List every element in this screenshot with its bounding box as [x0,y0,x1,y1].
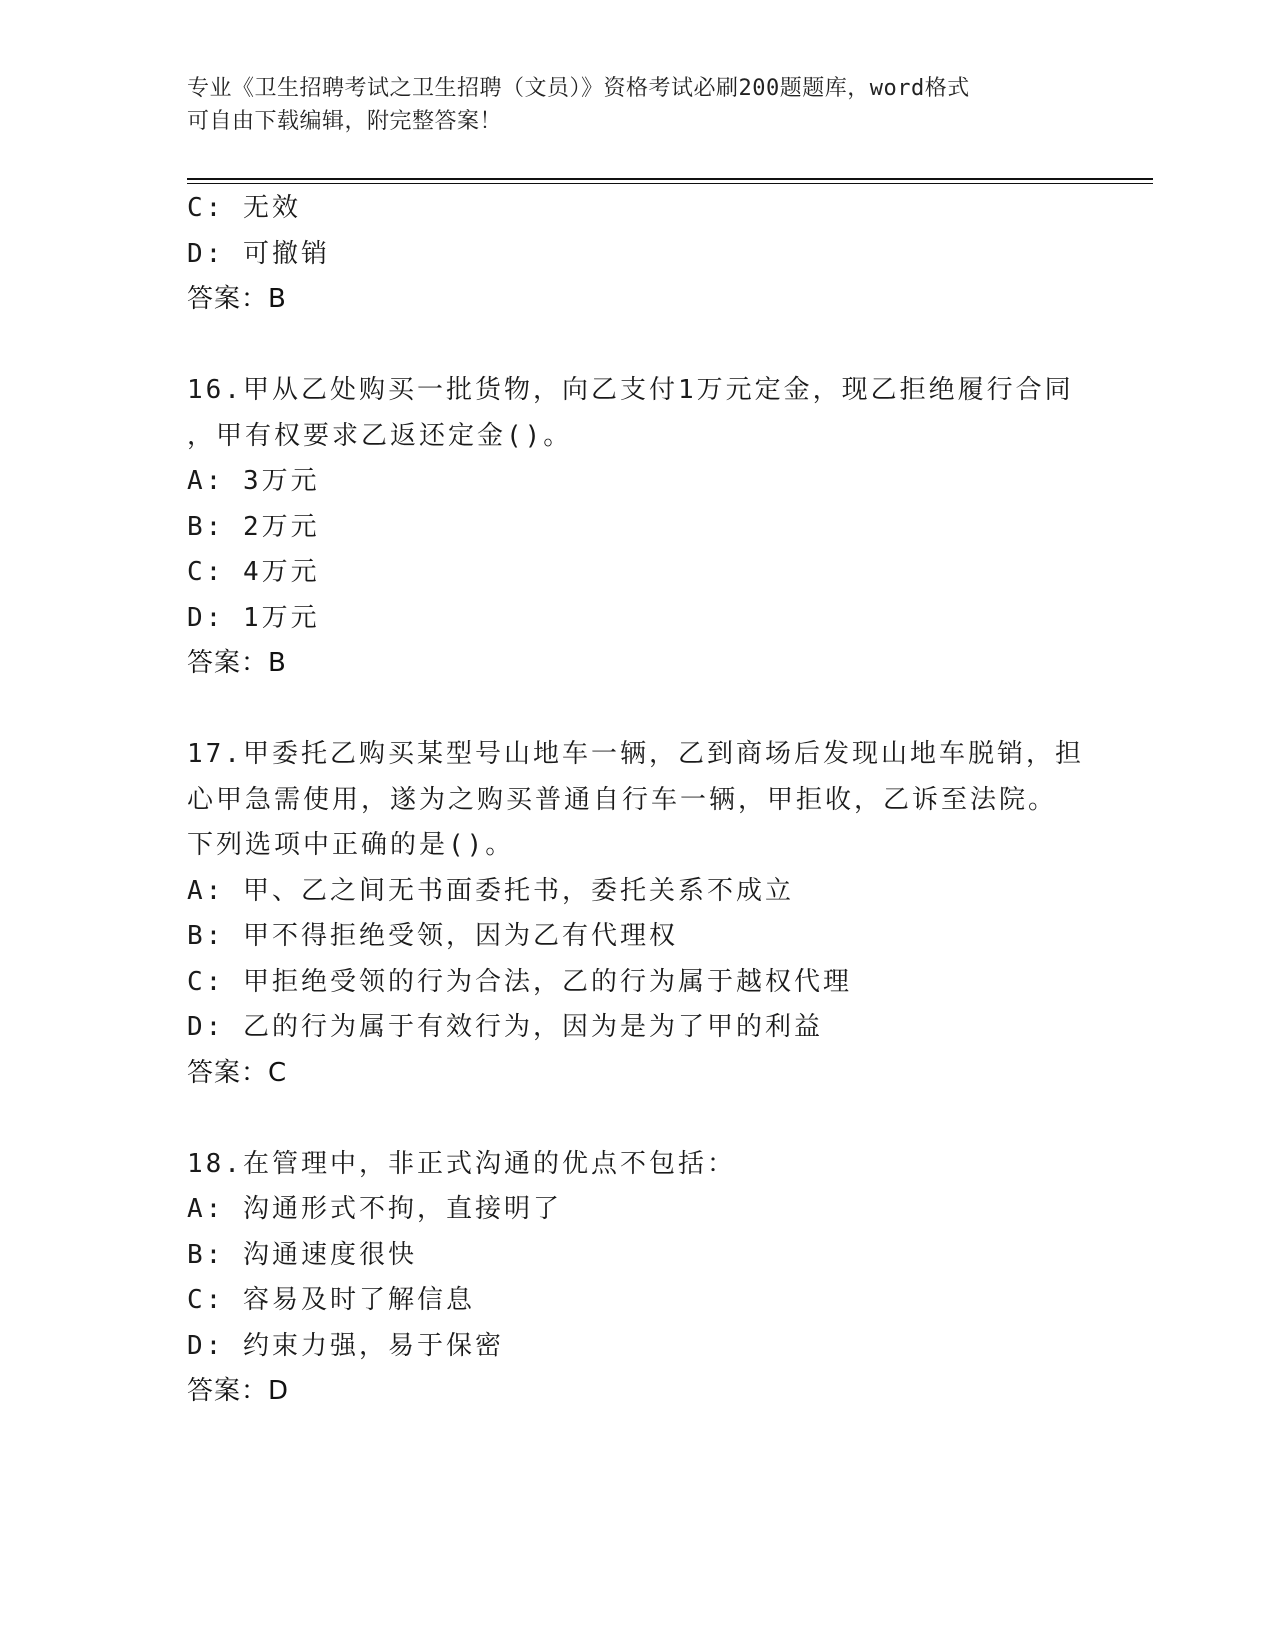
option-b: B: 沟通速度很快 [187,1239,417,1270]
spacer [187,687,1107,733]
option-a: A: 甲、乙之间无书面委托书，委托关系不成立 [187,875,794,906]
question-15-remainder [187,186,1107,323]
question-text: ，甲有权要求乙返还定金()。 [187,420,573,451]
header-line-2: 可自由下载编辑，附完整答案！ [187,109,503,134]
question-16 [187,368,1107,687]
question-18 [187,1142,1107,1415]
option-a: A: 3万元 [187,466,320,496]
spacer [187,323,1107,369]
option-d: D: 1万元 [187,602,320,633]
question-text: 17.甲委托乙购买某型号山地车一辆，乙到商场后发现山地车脱销，担 [187,739,1084,769]
option-c: C: 4万元 [187,557,320,587]
option-b: B: 甲不得拒绝受领，因为乙有代理权 [187,921,678,951]
option-a: A: 沟通形式不拘，直接明了 [187,1194,562,1224]
answer-line: 答案：D [187,1376,290,1406]
answer-line: 答案：B [187,648,287,678]
question-text: 16.甲从乙处购买一批货物，向乙支付1万元定金，现乙拒绝履行合同 [187,375,1074,405]
question-text: 18.在管理中，非正式沟通的优点不包括： [187,1148,736,1179]
option-c: C: 甲拒绝受领的行为合法，乙的行为属于越权代理 [187,966,852,997]
answer-line: 答案：B [187,284,287,314]
option-d: D: 约束力强，易于保密 [187,1330,504,1361]
header-divider-thin [187,183,1153,184]
page-header [187,72,1087,138]
header-line-1: 专业《卫生招聘考试之卫生招聘（文员）》资格考试必刷200题题库，word格式 [187,76,970,101]
header-divider-thick [187,178,1153,180]
option-c: C: 无效 [187,193,301,223]
question-17 [187,732,1107,1096]
question-text: 下列选项中正确的是()。 [187,830,515,860]
spacer [187,1096,1107,1142]
option-c: C: 容易及时了解信息 [187,1285,475,1315]
answer-line: 答案：C [187,1057,288,1088]
document-body [187,186,1107,1415]
option-b: B: 2万元 [187,511,320,542]
option-d: D: 可撤销 [187,238,330,269]
question-text: 心甲急需使用，遂为之购买普通自行车一辆，甲拒收，乙诉至法院。 [187,784,1058,815]
option-d: D: 乙的行为属于有效行为，因为是为了甲的利益 [187,1012,823,1042]
